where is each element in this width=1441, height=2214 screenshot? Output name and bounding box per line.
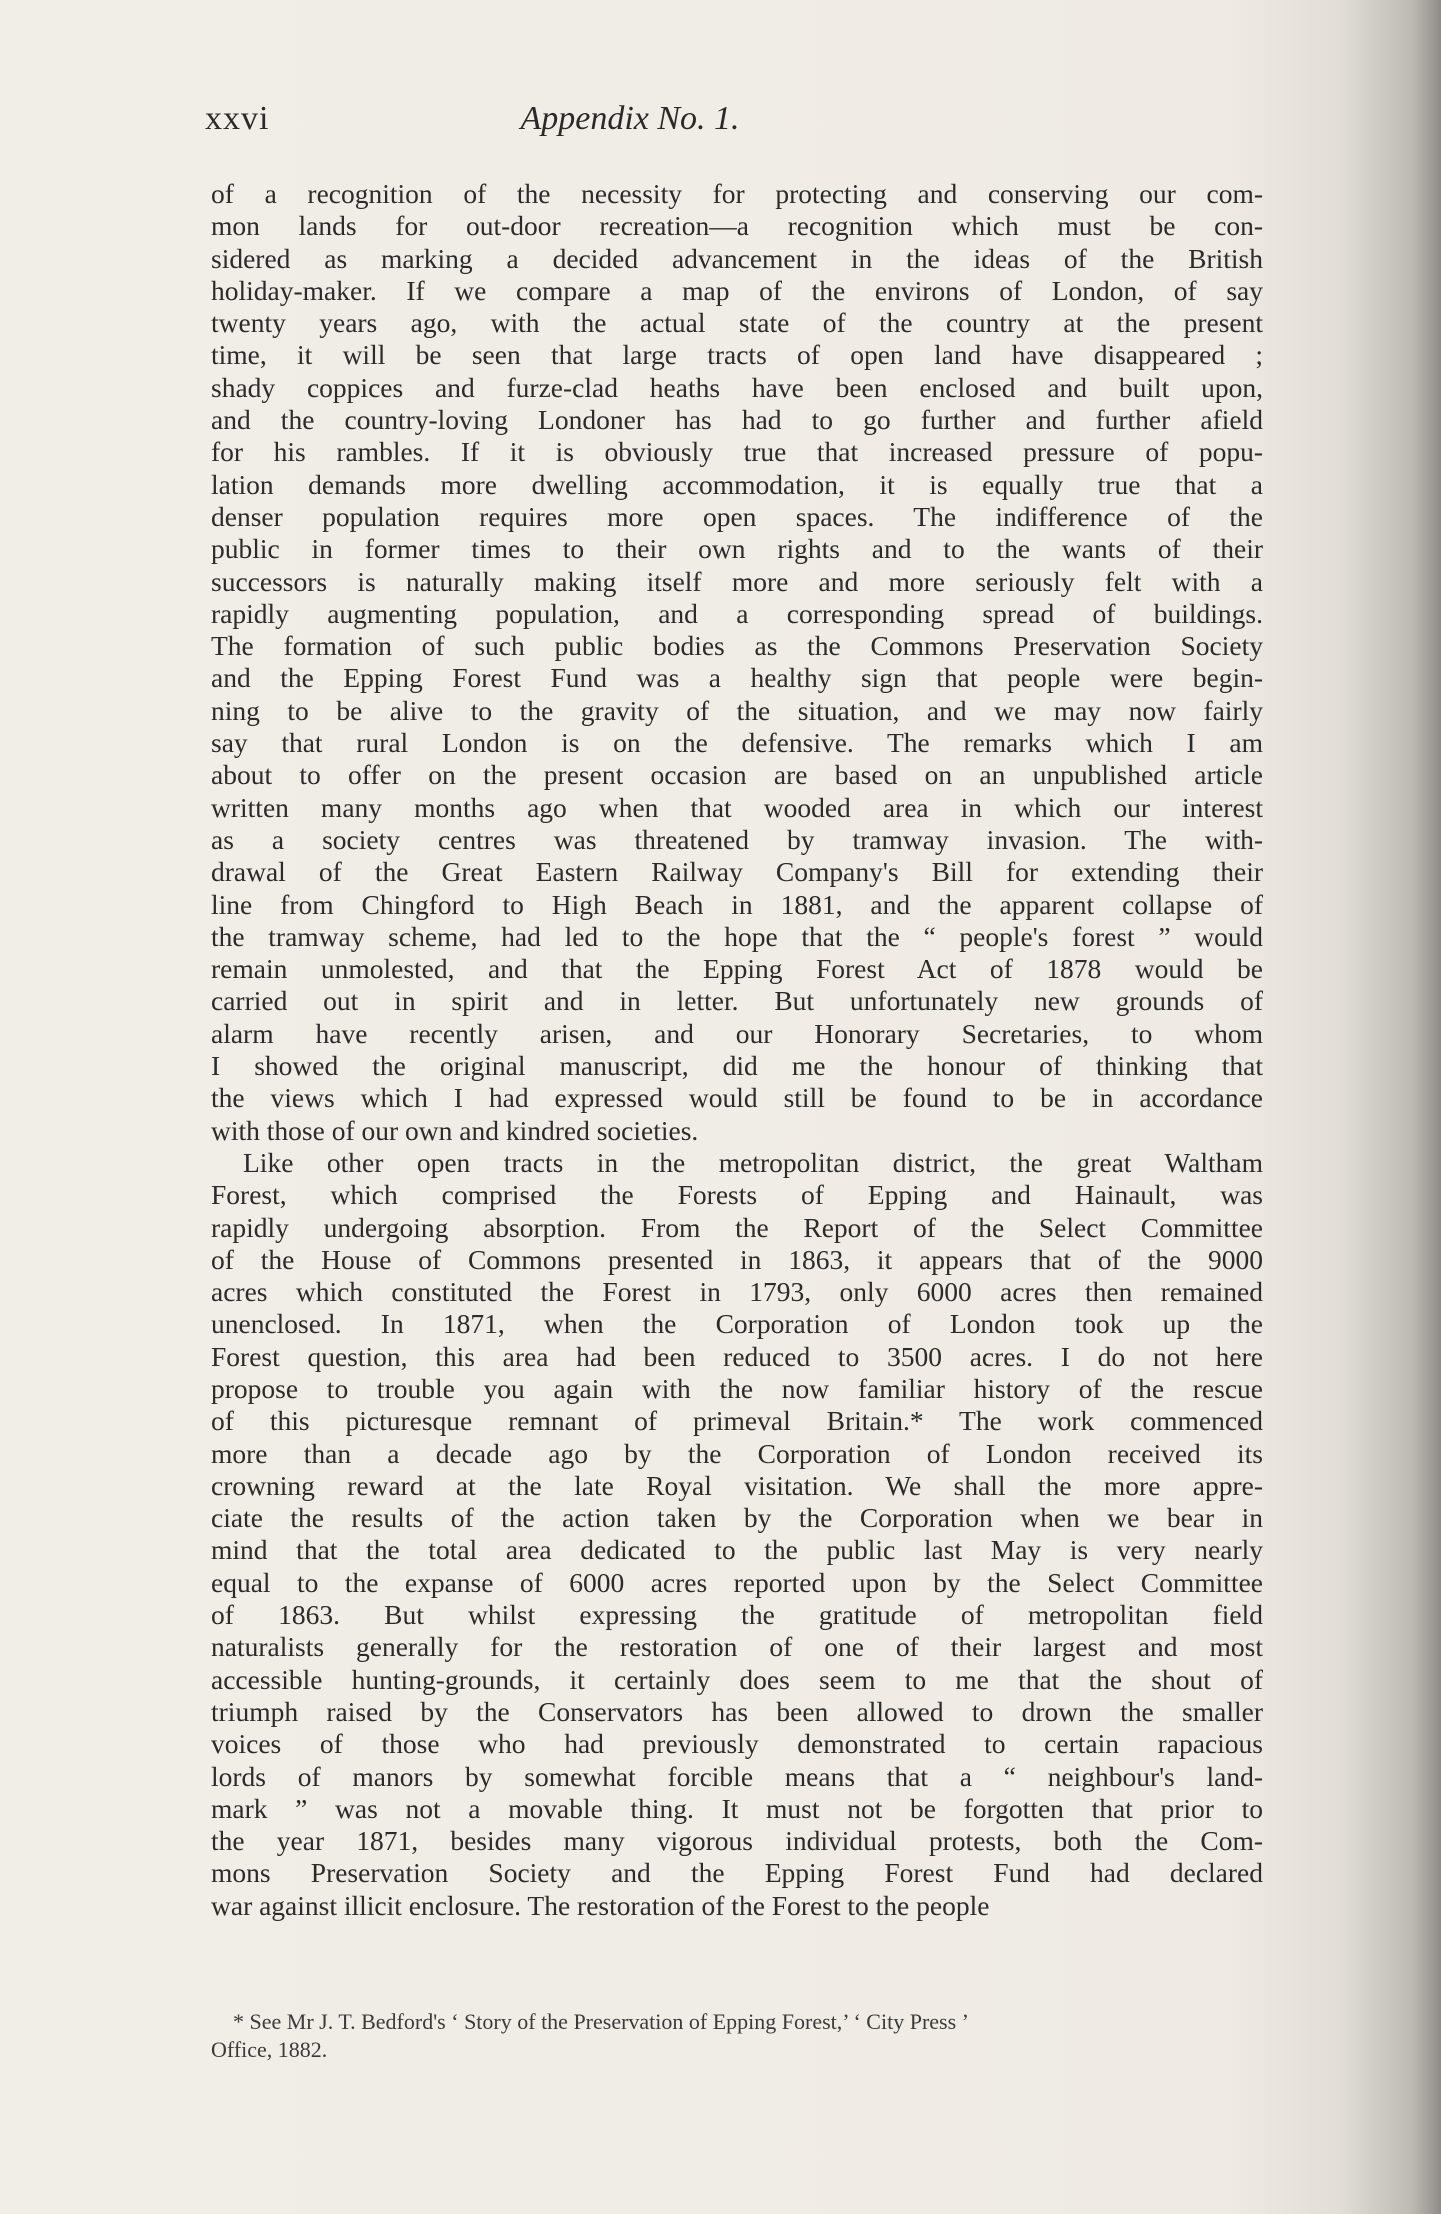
footnote-line: * See Mr J. T. Bedford's ‘ Story of the Preservation of Epping Forest,’ ‘ City Press ’	[233, 2009, 969, 2034]
text-line: mons Preservation Society and the Epping Forest Fund had declared	[211, 1857, 1263, 1889]
text-line: remain unmolested, and that the Epping Forest Act of 1878 would be	[211, 953, 1263, 985]
text-line: sidered as marking a decided advancement in the ideas of the British	[211, 242, 1263, 274]
text-line: written many months ago when that wooded area in which our interest	[211, 791, 1263, 823]
text-line: and the Epping Forest Fund was a healthy sign that people were begin-	[211, 662, 1263, 694]
text-line: mark ” was not a movable thing. It must not be forgotten that prior to	[211, 1792, 1263, 1824]
text-line: rapidly undergoing absorption. From the Report of the Select Committee	[211, 1211, 1263, 1243]
text-line: the year 1871, besides many vigorous individual protests, both the Com-	[211, 1825, 1263, 1857]
footnote	[211, 2008, 1263, 2064]
text-line: acres which constituted the Forest in 1793, only 6000 acres then remained	[211, 1276, 1263, 1308]
text-line: voices of those who had previously demonstrated to certain rapacious	[211, 1728, 1263, 1760]
text-line: more than a decade ago by the Corporation of London received its	[211, 1437, 1263, 1469]
text-line: naturalists generally for the restoration of one of their largest and most	[211, 1631, 1263, 1663]
page-number: xxvi	[205, 100, 270, 137]
text-line: twenty years ago, with the actual state of the country at the present	[211, 307, 1263, 339]
text-line: I showed the original manuscript, did me the honour of thinking that	[211, 1050, 1263, 1082]
text-line: drawal of the Great Eastern Railway Company's Bill for extending their	[211, 856, 1263, 888]
text-line: carried out in spirit and in letter. But unfortunately new grounds of	[211, 985, 1263, 1017]
text-line: propose to trouble you again with the now familiar history of the rescue	[211, 1372, 1263, 1404]
text-line: ciate the results of the action taken by the Corporation when we bear in	[211, 1502, 1263, 1534]
text-line: The formation of such public bodies as the Commons Preservation Society	[211, 630, 1263, 662]
text-line: equal to the expanse of 6000 acres reported upon by the Select Committee	[211, 1566, 1263, 1598]
running-head	[205, 100, 1255, 150]
footnote-line: Office, 1882.	[211, 2037, 328, 2062]
text-line: lords of manors by somewhat forcible means that a “ neighbour's land-	[211, 1760, 1263, 1792]
text-line: of a recognition of the necessity for protecting and conserving our com-	[211, 178, 1263, 209]
text-line: war against illicit enclosure. The restoration of the Forest to the people	[211, 1889, 990, 1921]
text-line: for his rambles. If it is obviously true that increased pressure of popu-	[211, 436, 1263, 468]
text-line: line from Chingford to High Beach in 1881, and the apparent collapse of	[211, 888, 1263, 920]
text-line: mind that the total area dedicated to the public last May is very nearly	[211, 1534, 1263, 1566]
text-line: accessible hunting-grounds, it certainly does seem to me that the shout of	[211, 1663, 1263, 1695]
text-line: public in former times to their own rights and to the wants of their	[211, 533, 1263, 565]
text-line: lation demands more dwelling accommodation, it is equally true that a	[211, 468, 1263, 500]
text-line: the tramway scheme, had led to the hope that the “ people's forest ” would	[211, 920, 1263, 952]
text-line: denser population requires more open spaces. The indifference of the	[211, 500, 1263, 532]
text-line: about to offer on the present occasion are based on an unpublished article	[211, 759, 1263, 791]
text-line: of 1863. But whilst expressing the gratitude of metropolitan field	[211, 1599, 1263, 1631]
text-line: the views which I had expressed would still be found to be in accordance	[211, 1082, 1263, 1114]
text-line: alarm have recently arisen, and our Honorary Secretaries, to whom	[211, 1017, 1263, 1049]
text-line: with those of our own and kindred societies.	[211, 1114, 699, 1146]
text-line: say that rural London is on the defensive. The remarks which I am	[211, 727, 1263, 759]
text-line: successors is naturally making itself more and more seriously felt with a	[211, 565, 1263, 597]
text-line: ning to be alive to the gravity of the situation, and we may now fairly	[211, 694, 1263, 726]
text-line: triumph raised by the Conservators has been allowed to drown the smaller	[211, 1695, 1263, 1727]
running-head-title: Appendix No. 1.	[520, 100, 740, 137]
text-line: of this picturesque remnant of primeval Britain.* The work commenced	[211, 1405, 1263, 1437]
text-line: crowning reward at the late Royal visitation. We shall the more appre-	[211, 1469, 1263, 1501]
text-line: time, it will be seen that large tracts of open land have disappeared ;	[211, 339, 1263, 371]
text-line: Like other open tracts in the metropolitan district, the great Waltham	[243, 1146, 1263, 1178]
text-line: unenclosed. In 1871, when the Corporation of London took up the	[211, 1308, 1263, 1340]
text-line: rapidly augmenting population, and a corresponding spread of buildings.	[211, 597, 1263, 629]
text-line: mon lands for out-door recreation—a recognition which must be con-	[211, 210, 1263, 242]
text-line: and the country-loving Londoner has had to go further and further afield	[211, 404, 1263, 436]
text-line: holiday-maker. If we compare a map of the environs of London, of say	[211, 274, 1263, 306]
text-line: as a society centres was threatened by tramway invasion. The with-	[211, 823, 1263, 855]
text-line: Forest, which comprised the Forests of Epping and Hainault, was	[211, 1179, 1263, 1211]
text-line: Forest question, this area had been reduced to 3500 acres. I do not here	[211, 1340, 1263, 1372]
text-line: shady coppices and furze-clad heaths have been enclosed and built upon,	[211, 371, 1263, 403]
text-line: of the House of Commons presented in 1863, it appears that of the 9000	[211, 1243, 1263, 1275]
body-text	[211, 178, 1263, 1922]
